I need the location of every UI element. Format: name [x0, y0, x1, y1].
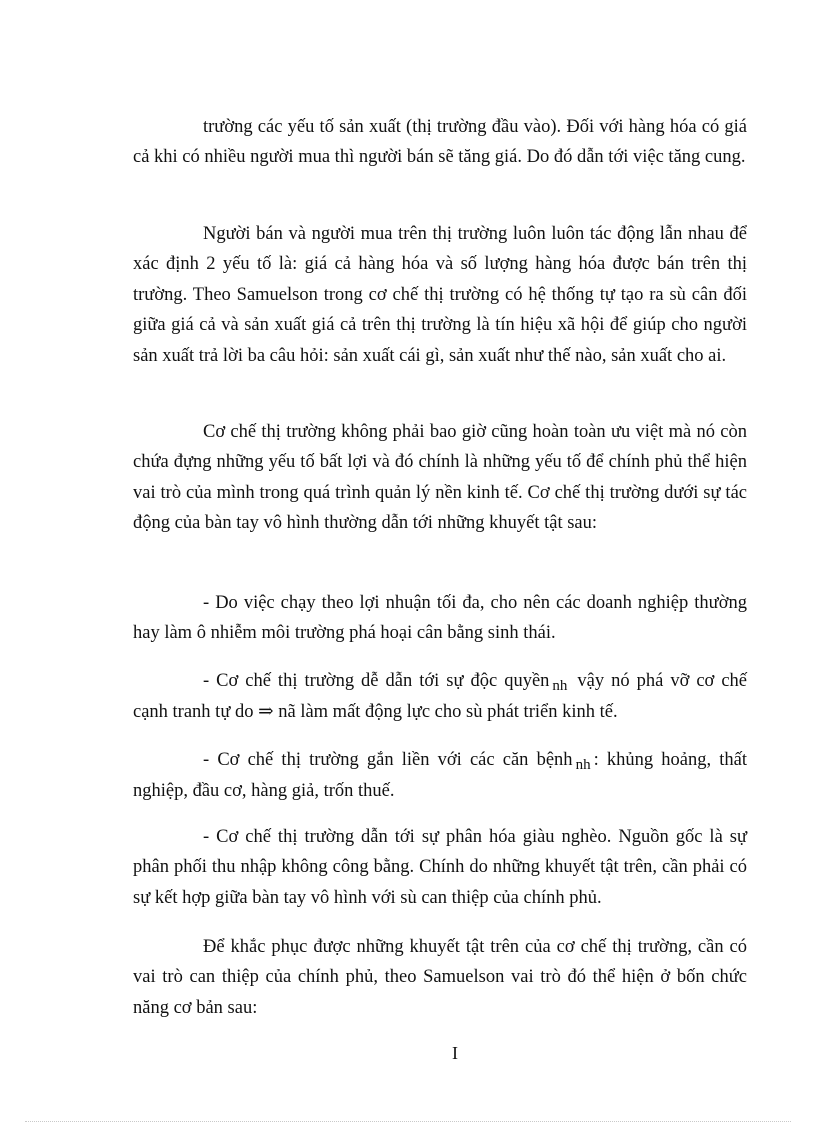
paragraph-8 — [133, 932, 747, 1023]
paragraph-7-text: - Cơ chế thị trường dẫn tới sự phân hóa giàu nghèo. Nguồn gốc là sự phân phối thu nhập không công bằng. Chính do những khuyết tật trên, cần phải có sự kết hợp giữa bàn tay vô hình với sù can thiệp của chính phủ. — [133, 827, 747, 908]
paragraph-8-text: Để khắc phục được những khuyết tật trên của cơ chế thị trường, cần có vai trò can thiệp của chính phủ, theo Samuelson vai trò đó thể hiện ở bốn chức năng cơ bản sau: — [133, 937, 747, 1018]
paragraph-3 — [133, 417, 747, 539]
paragraph-6-text-a: - Cơ chế thị trường gắn liền với các căn bệnh — [203, 750, 573, 770]
page-number: I — [452, 1043, 458, 1063]
paragraph-1 — [133, 112, 747, 173]
paragraph-1-text: trường các yếu tố sản xuất (thị trường đầu vào). Đối với hàng hóa có giá cả khi có nhiều người mua thì người bán sẽ tăng giá. Do đó dẫn tới việc tăng cung. — [133, 117, 747, 168]
paragraph-5-subscript: nh — [552, 678, 568, 694]
paragraph-3-text: Cơ chế thị trường không phải bao giờ cũng hoàn toàn ưu việt mà nó còn chứa đựng những yếu tố bất lợi và đó chính là những yếu tố để chính phủ thể hiện vai trò của mình trong quá trình quản lý nền kinh tế. Cơ chế thị trường dưới sự tác động của bàn tay vô hình thường dẫn tới những khuyết tật sau: — [133, 422, 747, 534]
paragraph-4-text: - Do việc chạy theo lợi nhuận tối đa, cho nên các doanh nghiệp thường hay làm ô nhiễm môi trường phá hoại cân bằng sinh thái. — [133, 593, 747, 644]
paragraph-4 — [133, 588, 747, 649]
paragraph-5-text-b: vậy nó phá vỡ cơ chế cạnh tranh tự do ⇒ nã làm mất động lực cho sù phát triển kinh tế. — [133, 671, 748, 723]
paragraph-6-text-b: : khủng hoảng, thất nghiệp, đầu cơ, hàng giả, trốn thuế. — [133, 750, 747, 802]
paragraph-6 — [133, 745, 747, 807]
paragraph-5 — [133, 666, 747, 728]
paragraph-7 — [133, 822, 747, 913]
paragraph-5-text-a: - Cơ chế thị trường dễ dẫn tới sự độc quyền — [203, 671, 550, 691]
paragraph-2 — [133, 219, 747, 371]
paragraph-6-subscript: nh — [575, 757, 591, 773]
footer-divider — [25, 1121, 791, 1122]
paragraph-2-text: Người bán và người mua trên thị trường luôn luôn tác động lẫn nhau để xác định 2 yếu tố là: giá cả hàng hóa và số lượng hàng hóa được bán trên thị trường. Theo Samuelson trong cơ chế thị trường có hệ thống tự tạo ra sù cân đối giữa giá cả và sản xuất giá cả trên thị trường là tín hiệu xã hội để giúp cho người sản xuất trả lời ba câu hỏi: sản xuất cái gì, sản xuất như thế nào, sản xuất cho ai. — [133, 224, 747, 366]
